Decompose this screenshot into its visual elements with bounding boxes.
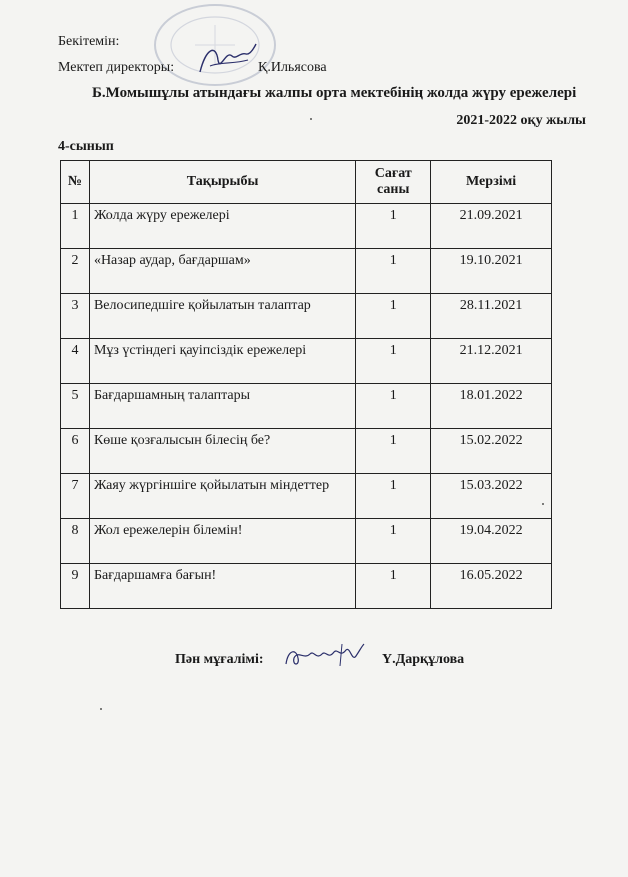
table-row — [61, 474, 552, 519]
row-topic: Велосипедшіге қойылатын талаптар — [89, 294, 355, 339]
speck — [100, 708, 102, 710]
grade-label: 4-сынып — [58, 139, 114, 154]
row-hours: 1 — [356, 384, 431, 429]
row-topic: Жаяу жүргіншіге қойылатын міндеттер — [89, 474, 355, 519]
table-row — [61, 429, 552, 474]
row-hours: 1 — [356, 519, 431, 564]
teacher-signature-icon — [280, 640, 370, 672]
row-date: 18.01.2022 — [431, 384, 552, 429]
row-date: 21.09.2021 — [431, 204, 552, 249]
academic-year: 2021-2022 оқу жылы — [456, 113, 586, 128]
header-date: Мерзімі — [431, 161, 552, 204]
row-date: 19.04.2022 — [431, 519, 552, 564]
row-topic: Көше қозғалысын білесің бе? — [89, 429, 355, 474]
speck — [542, 503, 544, 505]
row-topic: Бағдаршамның талаптары — [89, 384, 355, 429]
row-date: 16.05.2022 — [431, 564, 552, 609]
speck — [310, 118, 312, 120]
table-row — [61, 249, 552, 294]
director-name: Қ.Ильясова — [258, 60, 327, 75]
header-topic: Тақырыбы — [89, 161, 355, 204]
row-hours: 1 — [356, 249, 431, 294]
row-num: 7 — [61, 474, 90, 519]
director-signature-icon — [196, 42, 260, 78]
row-topic: Жолда жүру ережелері — [89, 204, 355, 249]
teacher-name: Ү.Дарқұлова — [382, 652, 465, 667]
approval-label: Бекітемін: — [58, 34, 120, 49]
row-topic: Жол ережелерін білемін! — [89, 519, 355, 564]
row-date: 15.03.2022 — [431, 474, 552, 519]
table-row — [61, 564, 552, 609]
row-num: 8 — [61, 519, 90, 564]
row-num: 2 — [61, 249, 90, 294]
row-hours: 1 — [356, 429, 431, 474]
row-num: 3 — [61, 294, 90, 339]
row-date: 21.12.2021 — [431, 339, 552, 384]
row-hours: 1 — [356, 474, 431, 519]
table-row — [61, 204, 552, 249]
row-num: 9 — [61, 564, 90, 609]
row-num: 6 — [61, 429, 90, 474]
row-date: 28.11.2021 — [431, 294, 552, 339]
row-topic: «Назар аудар, бағдаршам» — [89, 249, 355, 294]
row-hours: 1 — [356, 294, 431, 339]
table-row — [61, 384, 552, 429]
row-num: 1 — [61, 204, 90, 249]
row-hours: 1 — [356, 339, 431, 384]
row-date: 19.10.2021 — [431, 249, 552, 294]
header-hours: Сағат саны — [356, 161, 431, 204]
row-topic: Мұз үстіндегі қауіпсіздік ережелері — [89, 339, 355, 384]
teacher-label: Пән мұғалімі: — [175, 652, 264, 667]
row-date: 15.02.2022 — [431, 429, 552, 474]
table-row — [61, 519, 552, 564]
table-row — [61, 339, 552, 384]
director-label: Мектеп директоры: — [58, 60, 175, 75]
header-num: № — [61, 161, 90, 204]
table-row — [61, 294, 552, 339]
table-header-row — [61, 161, 552, 204]
row-num: 5 — [61, 384, 90, 429]
document-title: Б.Момышұлы атындағы жалпы орта мектебінің жолда жүру ережелері — [92, 85, 577, 101]
row-hours: 1 — [356, 564, 431, 609]
row-hours: 1 — [356, 204, 431, 249]
row-num: 4 — [61, 339, 90, 384]
row-topic: Бағдаршамға бағын! — [89, 564, 355, 609]
schedule-table — [60, 160, 552, 609]
